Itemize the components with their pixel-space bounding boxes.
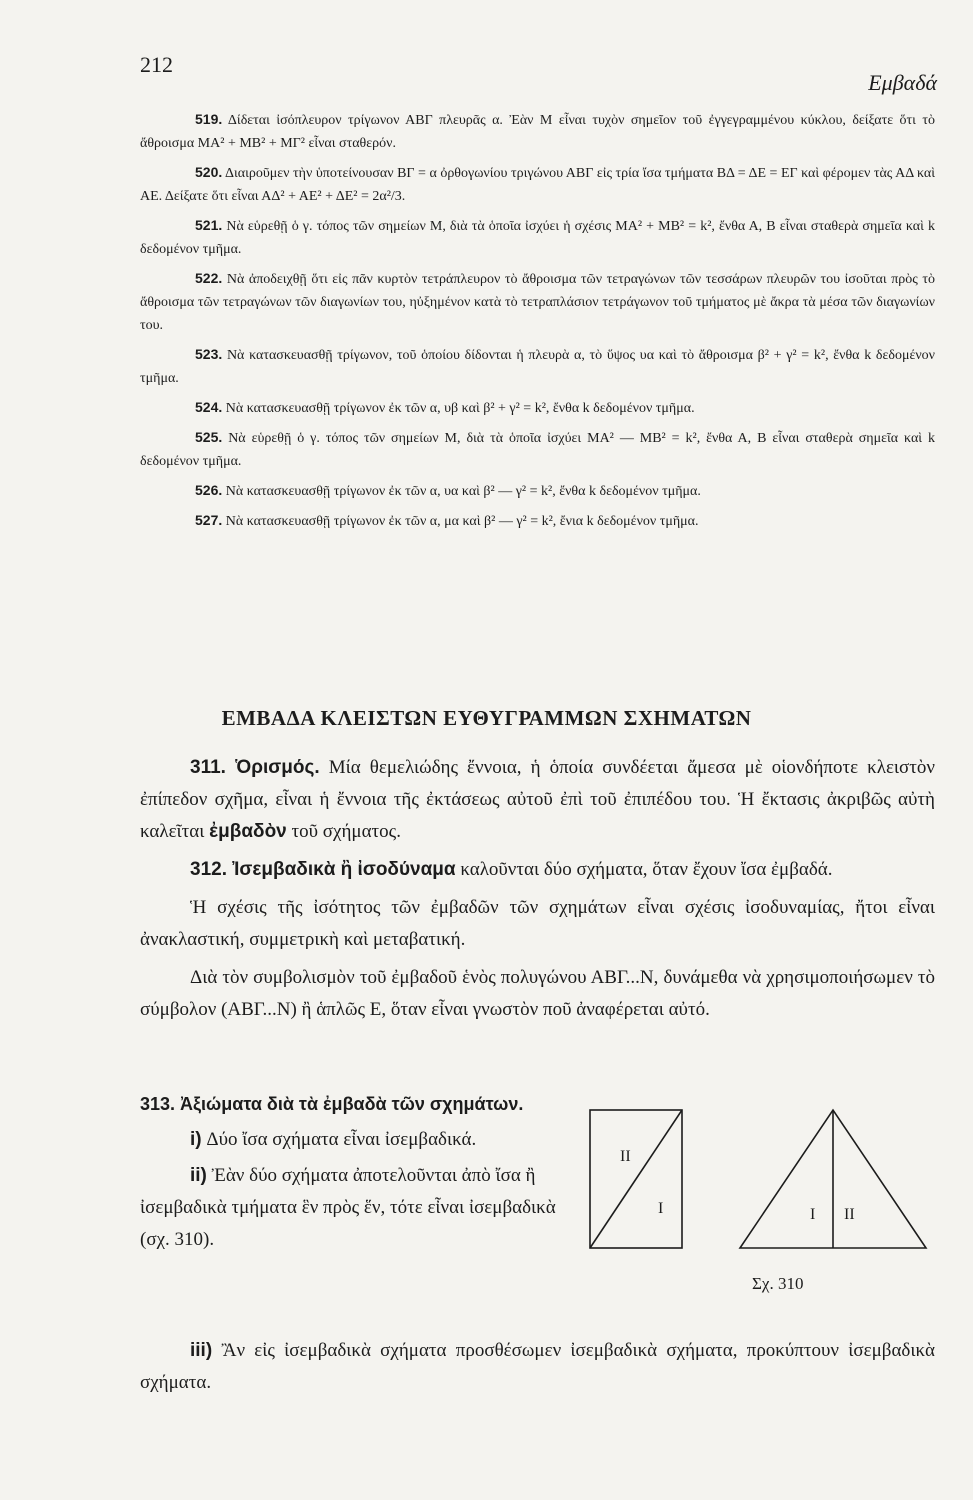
paragraph-312-c: Διὰ τὸν συμβολισμὸν τοῦ ἐμβαδοῦ ἑνὸς πολυγώνου ΑΒΓ...Ν, δυνάμεθα νὰ χρησιμοποιήσωμεν τὸ σύμβολον (ΑΒΓ...Ν) ἢ ἁπλῶς Ε, ὅταν εἶναι γνωστὸν ποῦ ἀναφέρεται αὐτό. <box>140 967 935 1020</box>
exercise-523 <box>140 343 935 390</box>
exercise-520 <box>140 161 935 208</box>
rect-label-upper: II <box>620 1148 631 1165</box>
exercise-525 <box>140 426 935 473</box>
axiom-i <box>140 1124 580 1156</box>
exercise-number: 523. <box>195 346 223 362</box>
main-text <box>140 752 935 1032</box>
exercise-text: Νὰ εὑρεθῇ ὁ γ. τόπος τῶν σημείων Μ, διὰ τὰ ὁποῖα ἰσχύει ἡ σχέσις ΜΑ² + ΜΒ² = k², ἔνθα Α, Β εἶναι σταθερὰ σημεῖα καὶ k δεδομένον τμῆμα. <box>140 219 936 257</box>
exercise-text: Νὰ εὑρεθῇ ὁ γ. τόπος τῶν σημείων Μ, διὰ τὰ ὁποῖα ἰσχύει ΜΑ² — ΜΒ² = k², ἔνθα Α, Β εἶναι σταθερὰ σημεῖα καὶ k δεδομένον τμῆμα. <box>140 431 935 469</box>
paragraph-term: ἐμβαδὸν <box>209 821 287 842</box>
exercise-text: Δίδεται ἰσόπλευρον τρίγωνον ΑΒΓ πλευρᾶς α. Ἐὰν Μ εἶναι τυχὸν σημεῖον τοῦ ἐγγεγραμμένου κύκλου, δείξατε ὅτι τὸ ἄθροισμα ΜΑ² + ΜΒ² + ΜΓ² εἶναι σταθερόν. <box>140 113 936 151</box>
tri-label-right: II <box>844 1206 855 1223</box>
exercise-number: 519. <box>195 111 223 127</box>
paragraph-text: τοῦ σχήματος. <box>291 821 401 842</box>
axiom-text: Δύο ἴσα σχήματα εἶναι ἰσεμβαδικά. <box>206 1129 477 1150</box>
axiom-number: iii) <box>190 1340 213 1361</box>
exercise-text: Νὰ κατασκευασθῇ τρίγωνον ἐκ τῶν α, υβ καὶ β² + γ² = k², ἔνθα k δεδομένον τμῆμα. <box>225 401 695 416</box>
exercise-number: 524. <box>195 399 223 415</box>
exercise-text: Διαιροῦμεν τὴν ὑποτείνουσαν ΒΓ = α ὀρθογωνίου τριγώνου ΑΒΓ εἰς τρία ἴσα τμήματα ΒΔ = ΔΕ = ΕΓ καὶ φέρομεν τὰς ΑΔ καὶ ΑΕ. Δείξατε ὅτι εἶναι ΑΔ² + ΑΕ² + ΔΕ² = 2α²/3. <box>140 166 935 204</box>
exercise-number: 520. <box>195 164 223 180</box>
exercise-number: 522. <box>195 270 223 286</box>
axioms-section <box>140 1088 580 1256</box>
exercise-text: Νὰ κατασκευασθῇ τρίγωνον, τοῦ ὁποίου δίδονται ἡ πλευρὰ α, τὸ ὕψος υα καὶ τὸ ἄθροισμα β² + γ² = k², ἔνθα k δεδομένον τμῆμα. <box>140 348 936 386</box>
figure-caption: Σχ. 310 <box>752 1274 804 1293</box>
axioms-heading: 313. Ἀξιώματα διὰ τὰ ἐμβαδὰ τῶν σχημάτων. <box>140 1094 524 1114</box>
figure-310 <box>580 1108 935 1308</box>
running-title: Εμβαδά <box>868 70 937 95</box>
rectangle-diagonal <box>590 1110 682 1248</box>
exercise-text: Νὰ κατασκευασθῇ τρίγωνον ἐκ τῶν α, υα καὶ β² — γ² = k², ἔνθα k δεδομένον τμῆμα. <box>225 484 701 499</box>
tri-label-left: I <box>810 1206 816 1223</box>
exercise-number: 525. <box>195 429 223 445</box>
exercise-text: Νὰ ἀποδειχθῇ ὅτι εἰς πᾶν κυρτὸν τετράπλευρον τὸ ἄθροισμα τῶν τετραγώνων τῶν τεσσάρων πλευρῶν του ἰσοῦται πρὸς τὸ ἄθροισμα τῶν τετραγώνων τῶν διαγωνίων του, ηὐξημένον κατὰ τὸ τετραπλάσιον τετράγωνον τοῦ τμήματος μὲ ἄκρα τὰ μέσα τῶν διαγωνίων του. <box>140 272 936 333</box>
section-title: ΕΜΒΑΔΑ ΚΛΕΙΣΤΩΝ ΕΥΘΥΓΡΑΜΜΩΝ ΣΧΗΜΑΤΩΝ <box>221 706 752 730</box>
exercise-number: 521. <box>195 217 223 233</box>
paragraph-label: 311. Ὁρισμός. <box>190 757 320 778</box>
paragraph-label: 312. Ἰσεμβαδικὰ ἢ ἰσοδύναμα <box>190 859 456 880</box>
page-header <box>0 0 973 100</box>
exercise-526 <box>140 479 935 503</box>
axiom-number: ii) <box>190 1165 207 1186</box>
exercise-number: 526. <box>195 482 223 498</box>
exercises-list <box>140 108 935 539</box>
axiom-text: Ἐὰν δύο σχήματα ἀποτελοῦνται ἀπὸ ἴσα ἢ ἰσεμβαδικὰ τμήματα ἓν πρὸς ἕν, τότε εἶναι ἰσεμβαδικὰ (σχ. 310). <box>140 1165 556 1250</box>
page-number: 212 <box>140 52 173 77</box>
exercise-519 <box>140 108 935 155</box>
rect-label-lower: I <box>658 1200 664 1217</box>
paragraph-312-b: Ἡ σχέσις τῆς ἰσότητος τῶν ἐμβαδῶν τῶν σχημάτων εἶναι σχέσις ἰσοδυναμίας, ἤτοι εἶναι ἀνακλαστική, συμμετρικὴ καὶ μεταβατική. <box>140 897 935 950</box>
axiom-iii <box>140 1335 935 1399</box>
axiom-number: i) <box>190 1129 202 1150</box>
exercise-527 <box>140 509 935 533</box>
exercise-522 <box>140 267 935 337</box>
axiom-text: Ἂν εἰς ἰσεμβαδικὰ σχήματα προσθέσωμεν ἰσεμβαδικὰ σχήματα, προκύπτουν ἰσεμβαδικὰ σχήματα. <box>140 1340 936 1393</box>
axiom-ii <box>140 1160 580 1256</box>
exercise-number: 527. <box>195 512 223 528</box>
paragraph-312 <box>140 854 935 886</box>
exercise-524 <box>140 396 935 420</box>
paragraph-311 <box>140 752 935 848</box>
exercise-text: Νὰ κατασκευασθῇ τρίγωνον ἐκ τῶν α, μα καὶ β² — γ² = k², ἔνια k δεδομένον τμῆμα. <box>225 514 699 529</box>
paragraph-text: Μία θεμελιώδης ἔννοια, ἡ ὁποία συνδέεται ἄμεσα μὲ οἱονδήποτε κλειστὸν ἐπίπεδον σχῆμα, εἶναι ἡ ἔννοια τῆς ἐκτάσεως αὐτοῦ ἐπὶ τοῦ ἐπιπέδου του. Ἡ ἔκτασις ἀκριβῶς αὐτὴ καλεῖται <box>140 757 936 842</box>
exercise-521 <box>140 214 935 261</box>
paragraph-text: καλοῦνται δύο σχήματα, ὅταν ἔχουν ἴσα ἐμβαδά. <box>460 859 833 880</box>
